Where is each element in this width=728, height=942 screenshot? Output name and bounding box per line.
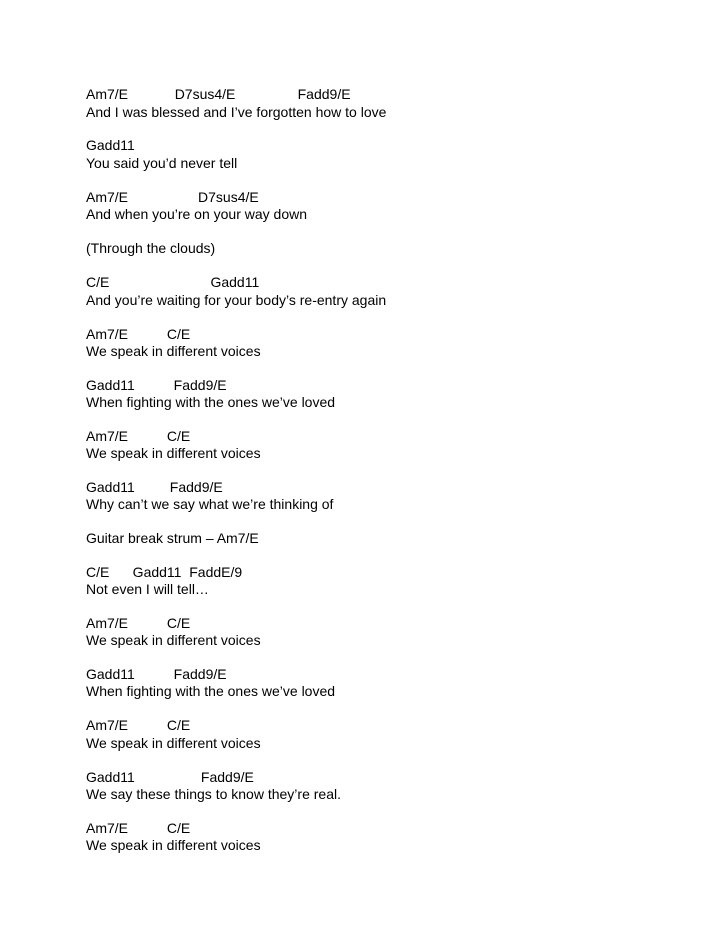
lyric-line: And I was blessed and I’ve forgotten how to love <box>86 104 387 120</box>
lyric-line: We speak in different voices <box>86 343 261 359</box>
lyric-line: Guitar break strum – Am7/E <box>86 530 259 546</box>
lyric-line: And when you’re on your way down <box>86 206 308 222</box>
lyric-line: When fighting with the ones we’ve loved <box>86 683 336 699</box>
chord-line: C/E Gadd11 FaddE/9 <box>86 564 243 580</box>
lyric-line: We speak in different voices <box>86 445 261 461</box>
chord-line: Gadd11 Fadd9/E <box>86 769 254 785</box>
chord-line: Am7/E C/E <box>86 428 191 444</box>
lyric-line: We speak in different voices <box>86 632 261 648</box>
lyric-line: (Through the clouds) <box>86 240 216 256</box>
chord-line: Gadd11 Fadd9/E <box>86 666 227 682</box>
lyric-line: You said you’d never tell <box>86 155 238 171</box>
chord-line: Am7/E D7sus4/E <box>86 189 259 205</box>
lyric-line: Why can’t we say what we’re thinking of <box>86 496 334 512</box>
lyric-line: We speak in different voices <box>86 837 261 853</box>
chord-line: Gadd11 Fadd9/E <box>86 479 223 495</box>
lyric-line: And you’re waiting for your body’s re-entry again <box>86 292 387 308</box>
lyric-line: Not even I will tell… <box>86 581 209 597</box>
chord-line: Am7/E D7sus4/E Fadd9/E <box>86 86 351 102</box>
lyric-line: We speak in different voices <box>86 735 261 751</box>
chord-line: Am7/E C/E <box>86 820 191 836</box>
chord-line: Am7/E C/E <box>86 717 191 733</box>
chord-line: C/E Gadd11 <box>86 274 260 290</box>
chord-line: Am7/E C/E <box>86 326 191 342</box>
lyric-line: We say these things to know they’re real. <box>86 786 341 802</box>
chord-line: Am7/E C/E <box>86 615 191 631</box>
chord-line: Gadd11 Fadd9/E <box>86 377 227 393</box>
lyric-line: When fighting with the ones we’ve loved <box>86 394 336 410</box>
chord-line: Gadd11 <box>86 137 135 153</box>
